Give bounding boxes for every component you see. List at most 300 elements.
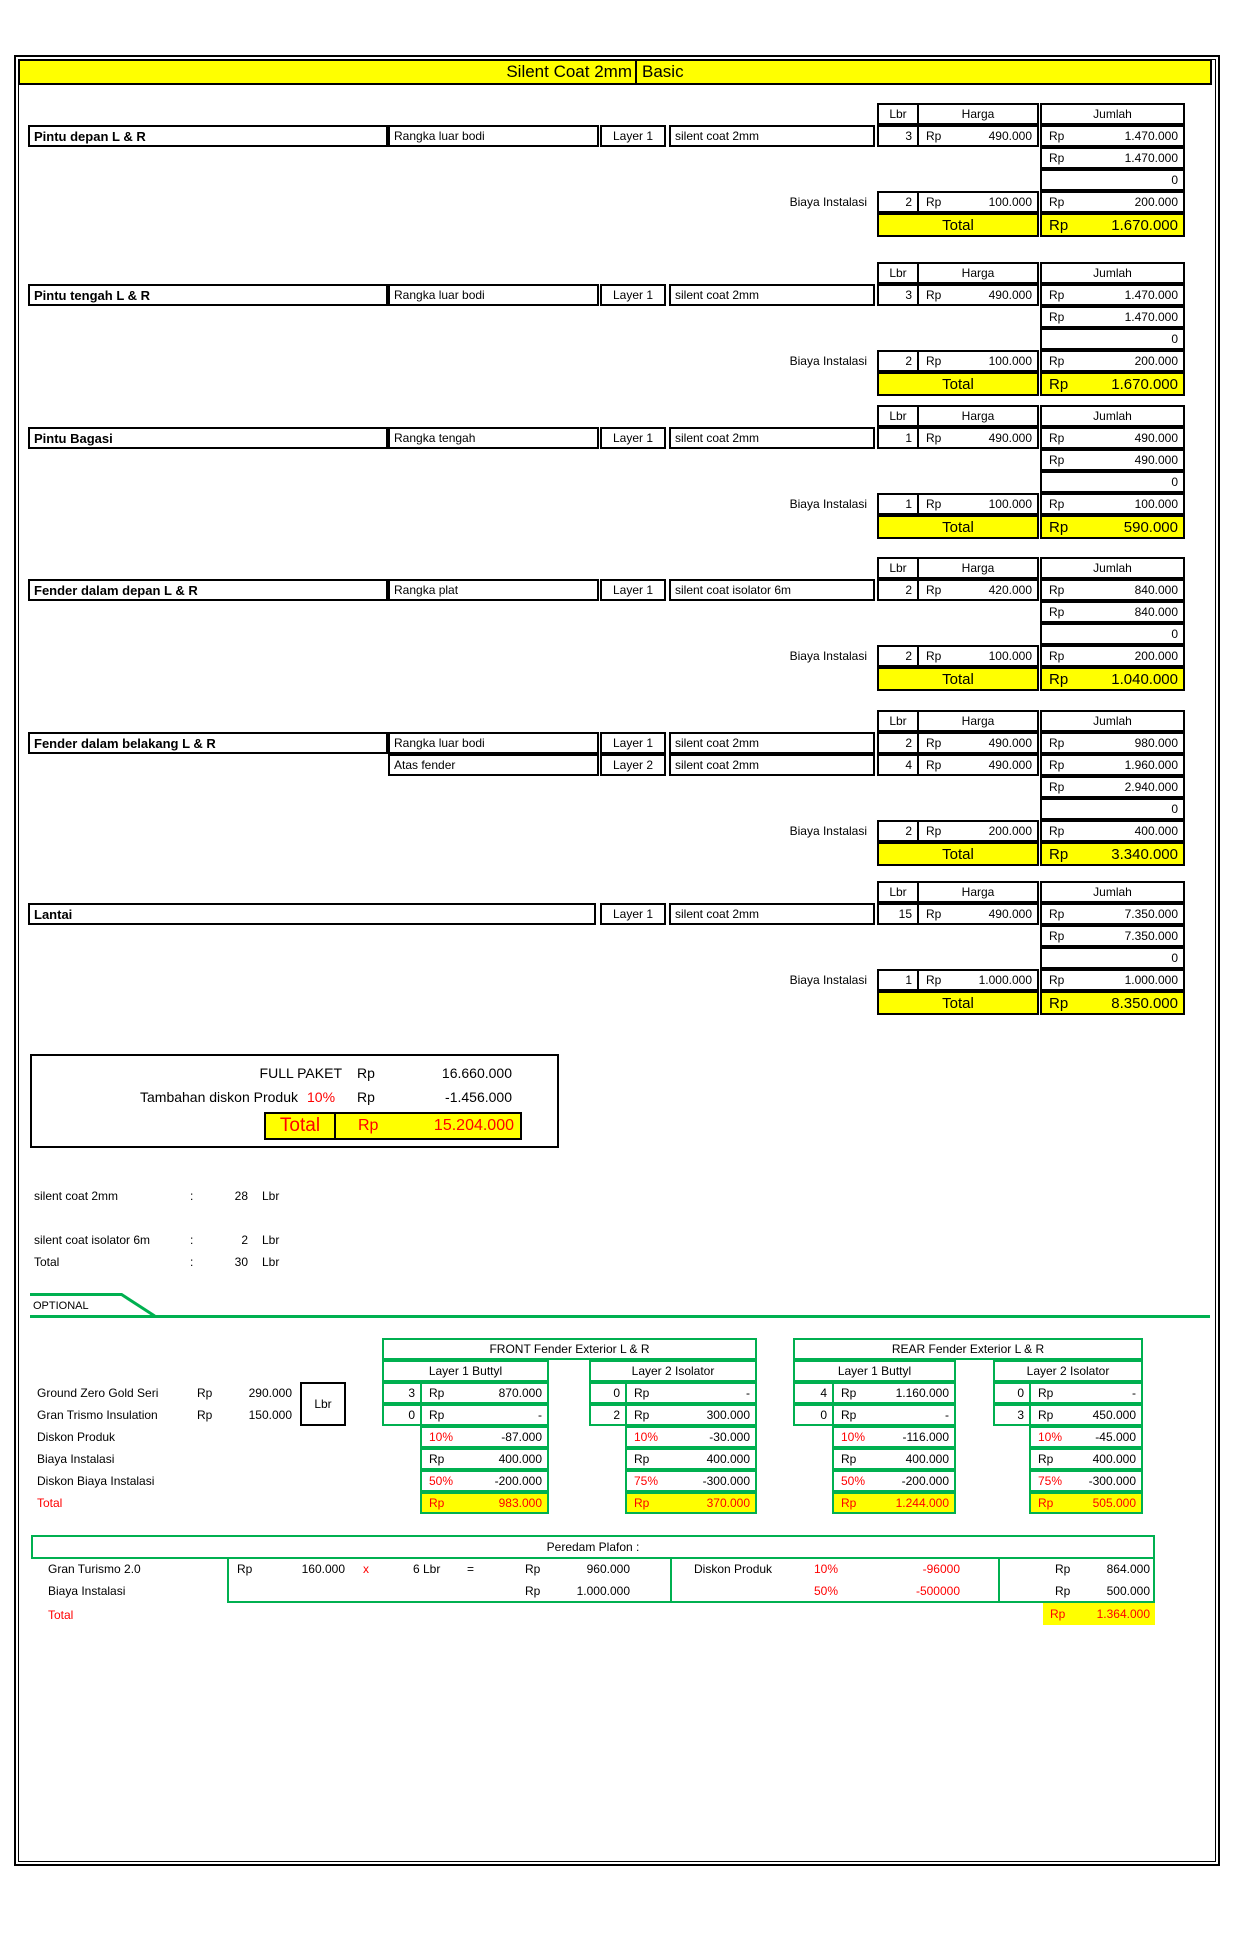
amount: 505.000 <box>1092 1496 1136 1510</box>
amount: -200.000 <box>494 1474 542 1488</box>
biaya-label: Biaya Instalasi <box>789 354 867 368</box>
section-pintu-depan <box>0 103 1240 263</box>
amount: 400.000 <box>1134 824 1178 838</box>
amount: 1.000.000 <box>978 973 1032 987</box>
summary-unit: Lbr <box>262 1233 280 1247</box>
rp: Rp <box>197 1408 213 1422</box>
biaya-lbr: 2 <box>877 820 919 842</box>
amount: 1.470.000 <box>1124 129 1178 143</box>
col-header-lbr: Lbr <box>877 881 919 903</box>
rp: Rp <box>357 1089 375 1105</box>
total-label-cell: Total <box>877 372 1039 396</box>
rear-l2-total <box>1029 1492 1143 1514</box>
rear-l1-qty1: 4 <box>793 1382 834 1404</box>
total-value-cell <box>1040 372 1185 396</box>
rp: Rp <box>358 1117 379 1134</box>
amount: 1.244.000 <box>895 1496 949 1510</box>
rp: Rp <box>429 1386 445 1400</box>
full-paket-label: FULL PAKET <box>259 1065 342 1081</box>
cell-rangka: Rangka plat <box>388 579 599 601</box>
cell-lbr: 2 <box>877 732 919 754</box>
rear-l2-row <box>1029 1448 1143 1470</box>
rp: Rp <box>1055 1584 1071 1598</box>
biaya-lbr: 2 <box>877 350 919 372</box>
rp: Rp <box>926 649 942 663</box>
rp: Rp <box>1038 1386 1054 1400</box>
col-header-lbr: Lbr <box>877 405 919 427</box>
grand-total-label: Total <box>266 1114 336 1138</box>
rp: Rp <box>357 1065 375 1081</box>
amount: 1.000.000 <box>576 1584 630 1598</box>
summary-unit: Lbr <box>262 1255 280 1269</box>
amount: 490.000 <box>988 758 1032 772</box>
total-label-cell: Total <box>877 667 1039 691</box>
rp: Rp <box>1055 1562 1071 1576</box>
rp: Rp <box>926 129 942 143</box>
cell-layer-2: Layer 2 <box>600 754 666 776</box>
rp: Rp <box>429 1408 445 1422</box>
total-label-cell: Total <box>877 842 1039 866</box>
front-l1-qty1: 3 <box>382 1382 422 1404</box>
rp: Rp <box>1049 129 1065 143</box>
rp: Rp <box>1049 151 1065 165</box>
cell-rangka: Rangka tengah <box>388 427 599 449</box>
biaya-label: Biaya Instalasi <box>789 973 867 987</box>
pct: 10% <box>634 1430 659 1444</box>
summary-label: silent coat isolator 6m <box>34 1233 151 1247</box>
amount: 490.000 <box>988 907 1032 921</box>
biaya-harga <box>917 645 1039 667</box>
section-fender-belakang <box>0 710 1240 890</box>
plafon-total-label: Total <box>48 1608 74 1622</box>
pct-amount: -96000 <box>922 1562 960 1576</box>
rear-l2-row <box>1029 1404 1143 1426</box>
title-bar <box>18 59 1212 85</box>
total-value-cell <box>1040 213 1185 237</box>
cell-zero: 0 <box>1040 623 1185 645</box>
amount: 490.000 <box>1134 431 1178 445</box>
rp: Rp <box>1050 1607 1066 1621</box>
col-header-lbr: Lbr <box>877 557 919 579</box>
front-table-title: FRONT Fender Exterior L & R <box>382 1338 757 1360</box>
biaya-label: Biaya Instalasi <box>789 824 867 838</box>
plafon-divider-1 <box>670 1557 672 1603</box>
section-name: Fender dalam belakang L & R <box>28 732 388 754</box>
amount: 100.000 <box>1134 497 1178 511</box>
cell-subtotal <box>1040 306 1185 328</box>
optional-line-bottom <box>30 1315 1210 1318</box>
rp: Rp <box>926 431 942 445</box>
rear-l1-qty2: 0 <box>793 1404 834 1426</box>
amount: 200.000 <box>988 824 1032 838</box>
amount: 1.000.000 <box>1124 973 1178 987</box>
cell-jumlah <box>1040 903 1185 925</box>
cell-harga-2 <box>917 754 1039 776</box>
cell-jumlah <box>1040 427 1185 449</box>
rp: Rp <box>634 1496 650 1510</box>
rp: Rp <box>926 195 942 209</box>
option-label: Diskon Produk <box>37 1430 116 1444</box>
rp: Rp <box>1049 583 1065 597</box>
rp: Rp <box>1049 649 1065 663</box>
rp: Rp <box>926 583 942 597</box>
pct: 75% <box>1038 1474 1063 1488</box>
amount: 1.470.000 <box>1124 310 1178 324</box>
biaya-harga <box>917 820 1039 842</box>
rp: Rp <box>1049 845 1069 863</box>
cell-subtotal <box>1040 449 1185 471</box>
biaya-harga <box>917 191 1039 213</box>
rp: Rp <box>1049 929 1065 943</box>
rear-l1-row <box>832 1404 956 1426</box>
rp: Rp <box>841 1408 857 1422</box>
amount: 490.000 <box>988 288 1032 302</box>
rp: Rp <box>1038 1452 1054 1466</box>
amount: -300.000 <box>702 1474 750 1488</box>
amount: 300.000 <box>706 1408 750 1422</box>
rear-l2-qty2: 3 <box>993 1404 1031 1426</box>
amount: 980.000 <box>1134 736 1178 750</box>
biaya-harga <box>917 493 1039 515</box>
biaya-jumlah <box>1040 350 1185 372</box>
biaya-jumlah <box>1040 645 1185 667</box>
amount: 983.000 <box>498 1496 542 1510</box>
col-header-harga: Harga <box>917 710 1039 732</box>
rp: Rp <box>1049 354 1065 368</box>
rp: Rp <box>1038 1496 1054 1510</box>
optional-line-top <box>30 1293 122 1296</box>
col-header-jumlah: Jumlah <box>1040 405 1185 427</box>
front-l2-qty1: 0 <box>589 1382 627 1404</box>
cell-layer: Layer 1 <box>600 732 666 754</box>
rp: Rp <box>525 1584 541 1598</box>
section-name: Pintu tengah L & R <box>28 284 388 306</box>
cell-harga <box>917 427 1039 449</box>
cell-harga <box>917 125 1039 147</box>
amount: 1.960.000 <box>1124 758 1178 772</box>
cell-jumlah-2 <box>1040 754 1185 776</box>
rp: Rp <box>1038 1408 1054 1422</box>
amount: 500.000 <box>1106 1584 1150 1598</box>
rp: Rp <box>237 1562 253 1576</box>
amount: -30.000 <box>709 1430 750 1444</box>
amount: - <box>746 1386 750 1400</box>
plafon-total-box <box>1043 1603 1155 1625</box>
amount: 490.000 <box>988 431 1032 445</box>
title-right: Basic <box>642 62 684 81</box>
cell-harga <box>917 284 1039 306</box>
cell-rangka: Rangka luar bodi <box>388 732 599 754</box>
amount: - <box>945 1408 949 1422</box>
amount: 7.350.000 <box>1124 929 1178 943</box>
rp: Rp <box>1049 431 1065 445</box>
total-label-cell: Total <box>877 515 1039 539</box>
cell-zero: 0 <box>1040 798 1185 820</box>
cell-subtotal <box>1040 925 1185 947</box>
amount: 100.000 <box>988 195 1032 209</box>
amount: 960.000 <box>586 1562 630 1576</box>
rp: Rp <box>1049 605 1065 619</box>
rp: Rp <box>926 907 942 921</box>
biaya-lbr: 1 <box>877 493 919 515</box>
col-header-lbr: Lbr <box>877 103 919 125</box>
front-layer1-title: Layer 1 Buttyl <box>382 1360 549 1382</box>
pct: 10% <box>429 1430 454 1444</box>
rear-l2-qty1: 0 <box>993 1382 1031 1404</box>
col-header-jumlah: Jumlah <box>1040 103 1185 125</box>
discount-amount: -1.456.000 <box>445 1089 512 1105</box>
amount: 840.000 <box>1134 583 1178 597</box>
cell-lbr: 3 <box>877 125 919 147</box>
rp: Rp <box>634 1386 650 1400</box>
rp: Rp <box>634 1408 650 1422</box>
col-header-jumlah: Jumlah <box>1040 881 1185 903</box>
section-name: Pintu Bagasi <box>28 427 388 449</box>
rear-l2-row <box>1029 1470 1143 1492</box>
pct: 50% <box>841 1474 866 1488</box>
cell-jumlah <box>1040 125 1185 147</box>
rp: Rp <box>1049 780 1065 794</box>
rp: Rp <box>926 354 942 368</box>
amount: 7.350.000 <box>1124 907 1178 921</box>
biaya-jumlah <box>1040 493 1185 515</box>
col-header-lbr: Lbr <box>877 262 919 284</box>
section-name: Pintu depan L & R <box>28 125 388 147</box>
rp: Rp <box>634 1452 650 1466</box>
rp: Rp <box>429 1496 445 1510</box>
cell-layer: Layer 1 <box>600 284 666 306</box>
rear-l2-row <box>1029 1426 1143 1448</box>
front-l2-qty2: 2 <box>589 1404 627 1426</box>
cell-rangka: Rangka luar bodi <box>388 284 599 306</box>
section-name: Lantai <box>28 903 596 925</box>
lbr-unit-box: Lbr <box>300 1382 346 1426</box>
rp: Rp <box>926 824 942 838</box>
option-amount: 150.000 <box>248 1408 292 1422</box>
summary-qty: 2 <box>241 1233 248 1247</box>
section-lantai <box>0 881 1240 1041</box>
rear-l1-total <box>832 1492 956 1514</box>
col-header-jumlah: Jumlah <box>1040 557 1185 579</box>
biaya-jumlah <box>1040 191 1185 213</box>
total-value-cell <box>1040 842 1185 866</box>
biaya-lbr: 2 <box>877 191 919 213</box>
amount: 490.000 <box>988 129 1032 143</box>
amount: 1.670.000 <box>1111 375 1178 393</box>
rp: Rp <box>1049 758 1065 772</box>
amount: -87.000 <box>501 1430 542 1444</box>
pct: 10% <box>814 1562 839 1576</box>
biaya-jumlah <box>1040 969 1185 991</box>
cell-product: silent coat 2mm <box>669 732 875 754</box>
colon: : <box>190 1233 194 1247</box>
col-header-harga: Harga <box>917 405 1039 427</box>
rp: Rp <box>1049 288 1065 302</box>
section-fender-depan <box>0 557 1240 717</box>
diskon-label: Diskon Produk <box>694 1562 773 1576</box>
amount: 1.470.000 <box>1124 151 1178 165</box>
rp: Rp <box>1049 736 1065 750</box>
material-summary <box>0 1190 500 1290</box>
cell-subtotal <box>1040 147 1185 169</box>
amount: 1.364.000 <box>1096 1607 1150 1621</box>
amount: - <box>538 1408 542 1422</box>
cell-layer: Layer 1 <box>600 903 666 925</box>
rp: Rp <box>841 1386 857 1400</box>
discount-pct: 10% <box>307 1089 336 1105</box>
rear-table-title: REAR Fender Exterior L & R <box>793 1338 1143 1360</box>
plafon-title: Peredam Plafon : <box>31 1535 1155 1559</box>
rp: Rp <box>525 1562 541 1576</box>
equals-sign: = <box>467 1562 475 1576</box>
optional-label: OPTIONAL <box>33 1300 89 1312</box>
rear-layer2-title: Layer 2 Isolator <box>993 1360 1143 1382</box>
option-label: Biaya Instalasi <box>37 1452 115 1466</box>
rear-l1-row <box>832 1426 956 1448</box>
total-value-cell <box>1040 515 1185 539</box>
cell-product: silent coat 2mm <box>669 284 875 306</box>
cell-product: silent coat 2mm <box>669 427 875 449</box>
cell-lbr: 2 <box>877 579 919 601</box>
amount: 100.000 <box>988 649 1032 663</box>
cell-zero: 0 <box>1040 947 1185 969</box>
cell-harga <box>917 732 1039 754</box>
amount: 100.000 <box>988 497 1032 511</box>
biaya-label: Biaya Instalasi <box>789 649 867 663</box>
rp: Rp <box>1049 994 1069 1012</box>
rp: Rp <box>1049 216 1069 234</box>
total-label-cell: Total <box>877 213 1039 237</box>
cell-layer: Layer 1 <box>600 427 666 449</box>
amount: 450.000 <box>1092 1408 1136 1422</box>
rp: Rp <box>1049 907 1065 921</box>
amount: 15.204.000 <box>433 1117 514 1134</box>
rp: Rp <box>1049 518 1069 536</box>
peredam-plafon-section <box>0 1535 1240 1635</box>
total-label-cell: Total <box>877 991 1039 1015</box>
cell-harga <box>917 579 1039 601</box>
summary-label: Total <box>34 1255 60 1269</box>
biaya-lbr: 1 <box>877 969 919 991</box>
amount: 870.000 <box>498 1386 542 1400</box>
rp: Rp <box>197 1386 213 1400</box>
col-header-jumlah: Jumlah <box>1040 710 1185 732</box>
col-header-harga: Harga <box>917 557 1039 579</box>
pct: 50% <box>814 1584 839 1598</box>
amount: 8.350.000 <box>1111 994 1178 1012</box>
amount: 3.340.000 <box>1111 845 1178 863</box>
rear-l2-row <box>1029 1382 1143 1404</box>
discount-label: Tambahan diskon Produk <box>140 1089 298 1105</box>
rear-l1-row <box>832 1448 956 1470</box>
rp: Rp <box>1049 375 1069 393</box>
colon: : <box>190 1189 194 1203</box>
amount: 1.040.000 <box>1111 670 1178 688</box>
amount: 490.000 <box>988 736 1032 750</box>
amount: 400.000 <box>905 1452 949 1466</box>
cell-lbr: 15 <box>877 903 919 925</box>
cell-harga <box>917 903 1039 925</box>
amount: 400.000 <box>706 1452 750 1466</box>
cell-subtotal <box>1040 776 1185 798</box>
col-header-harga: Harga <box>917 103 1039 125</box>
rp: Rp <box>926 973 942 987</box>
cell-product: silent coat 2mm <box>669 125 875 147</box>
biaya-label: Biaya Instalasi <box>789 195 867 209</box>
pct: 10% <box>1038 1430 1063 1444</box>
front-l1-qty2: 0 <box>382 1404 422 1426</box>
total-value-cell <box>1040 667 1185 691</box>
cell-lbr: 3 <box>877 284 919 306</box>
amount: 490.000 <box>1134 453 1178 467</box>
amount: - <box>1132 1386 1136 1400</box>
amount: -300.000 <box>1088 1474 1136 1488</box>
biaya-harga <box>917 350 1039 372</box>
cell-zero: 0 <box>1040 169 1185 191</box>
amount: -116.000 <box>902 1430 949 1444</box>
title-left: Silent Coat 2mm <box>506 62 632 81</box>
plafon-row-label: Gran Turismo 2.0 <box>48 1562 141 1576</box>
cell-rangka: Rangka luar bodi <box>388 125 599 147</box>
amount: -45.000 <box>1095 1430 1136 1444</box>
amount: 200.000 <box>1134 195 1178 209</box>
plafon-row-label: Biaya Instalasi <box>48 1584 126 1598</box>
rp: Rp <box>1049 824 1065 838</box>
option-total-label: Total <box>37 1496 63 1510</box>
rp: Rp <box>1049 195 1065 209</box>
cell-layer: Layer 1 <box>600 579 666 601</box>
option-label: Diskon Biaya Instalasi <box>37 1474 155 1488</box>
pct: 50% <box>429 1474 454 1488</box>
rp: Rp <box>1049 497 1065 511</box>
cell-product: silent coat 2mm <box>669 903 875 925</box>
section-pintu-tengah <box>0 262 1240 422</box>
option-label: Ground Zero Gold Seri <box>37 1387 159 1399</box>
biaya-jumlah <box>1040 820 1185 842</box>
option-label: Gran Trismo Insulation <box>37 1409 158 1421</box>
section-name: Fender dalam depan L & R <box>28 579 388 601</box>
summary-unit: Lbr <box>262 1189 280 1203</box>
amount: 840.000 <box>1134 605 1178 619</box>
cell-jumlah <box>1040 579 1185 601</box>
rp: Rp <box>1049 310 1065 324</box>
grand-total-box <box>264 1112 522 1140</box>
rear-fender-table <box>0 1338 1240 1518</box>
cell-subtotal <box>1040 601 1185 623</box>
amount: 400.000 <box>498 1452 542 1466</box>
amount: 1.670.000 <box>1111 216 1178 234</box>
biaya-lbr: 2 <box>877 645 919 667</box>
col-header-harga: Harga <box>917 881 1039 903</box>
rp: Rp <box>429 1452 445 1466</box>
biaya-harga <box>917 969 1039 991</box>
plafon-divider-2 <box>998 1557 1000 1603</box>
amount: 2.940.000 <box>1124 780 1178 794</box>
col-header-harga: Harga <box>917 262 1039 284</box>
summary-qty: 28 <box>234 1189 248 1203</box>
col-header-lbr: Lbr <box>877 710 919 732</box>
rp: Rp <box>1049 973 1065 987</box>
amount: 1.470.000 <box>1124 288 1178 302</box>
full-paket-box <box>30 1054 559 1148</box>
rp: Rp <box>841 1496 857 1510</box>
cell-rangka-2: Atas fender <box>388 754 599 776</box>
full-paket-amount: 16.660.000 <box>441 1065 512 1081</box>
rear-l1-row <box>832 1382 956 1404</box>
rp: Rp <box>926 288 942 302</box>
amount: 200.000 <box>1134 354 1178 368</box>
cell-product-2: silent coat 2mm <box>669 754 875 776</box>
